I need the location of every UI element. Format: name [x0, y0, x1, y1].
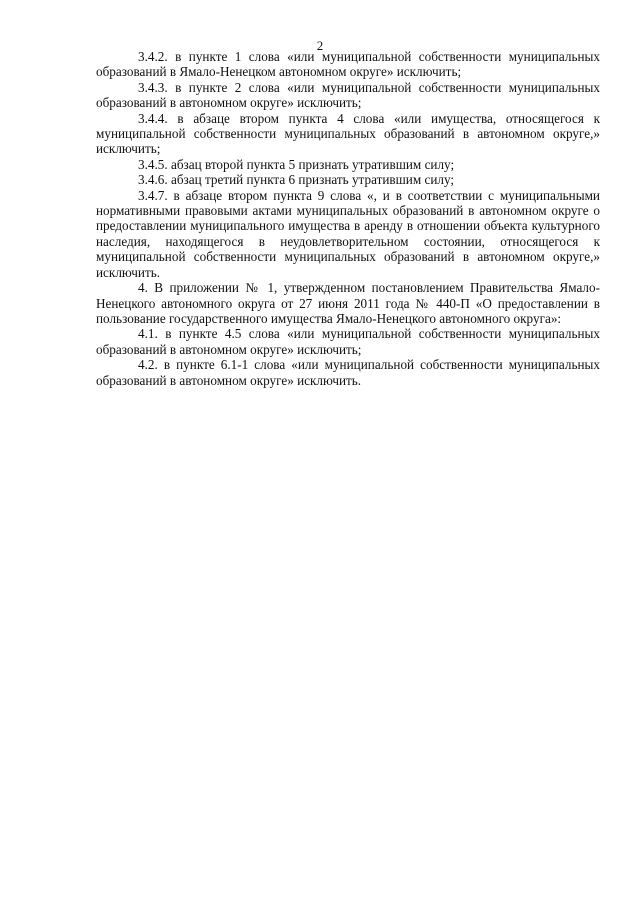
- paragraph-3-4-5: 3.4.5. абзац второй пункта 5 признать утратившим силу;: [138, 156, 455, 172]
- paragraph-3-4-6: 3.4.6. абзац третий пункта 6 признать утратившим силу;: [138, 172, 455, 188]
- paragraph-4-1: 4.1. в пункте 4.5 слова «или муниципальной собственности муниципальных образований в автономном округе» исключить;: [96, 326, 600, 357]
- paragraph-4-2: 4.2. в пункте 6.1-1 слова «или муниципальной собственности муниципальных образований в автономном округе» исключить.: [96, 357, 600, 388]
- paragraph-3-4-7: 3.4.7. в абзаце втором пункта 9 слова «, и в соответствии с муниципальными нормативными правовыми актами муниципальных образований в автономном округе о предоставлении муниципального имущества в аренду в отношении объекта культурного наследия, находящегося в неудовлетворительном состоянии, относящегося к муниципальной собственности муниципальных образований в автономном округе,» исключить.: [96, 187, 600, 280]
- page-number: 2: [316, 38, 324, 53]
- paragraph-4: 4. В приложении № 1, утвержденном постановлением Правительства Ямало-Ненецкого автономного округа от 27 июня 2011 года № 440-П «О предоставлении в пользование государственного имущества Ямало-Ненецкого автономного округа»:: [96, 280, 600, 326]
- document-body: [96, 49, 600, 388]
- paragraph-3-4-2: 3.4.2. в пункте 1 слова «или муниципальной собственности муниципальных образований в Ямало-Ненецком автономном округе» исключить;: [96, 49, 600, 80]
- paragraph-3-4-3: 3.4.3. в пункте 2 слова «или муниципальной собственности муниципальных образований в автономном округе» исключить;: [96, 79, 600, 111]
- paragraph-3-4-4: 3.4.4. в абзаце втором пункта 4 слова «или имущества, относящегося к муниципальной собственности муниципальных образований в автономном округе,» исключить;: [96, 110, 600, 157]
